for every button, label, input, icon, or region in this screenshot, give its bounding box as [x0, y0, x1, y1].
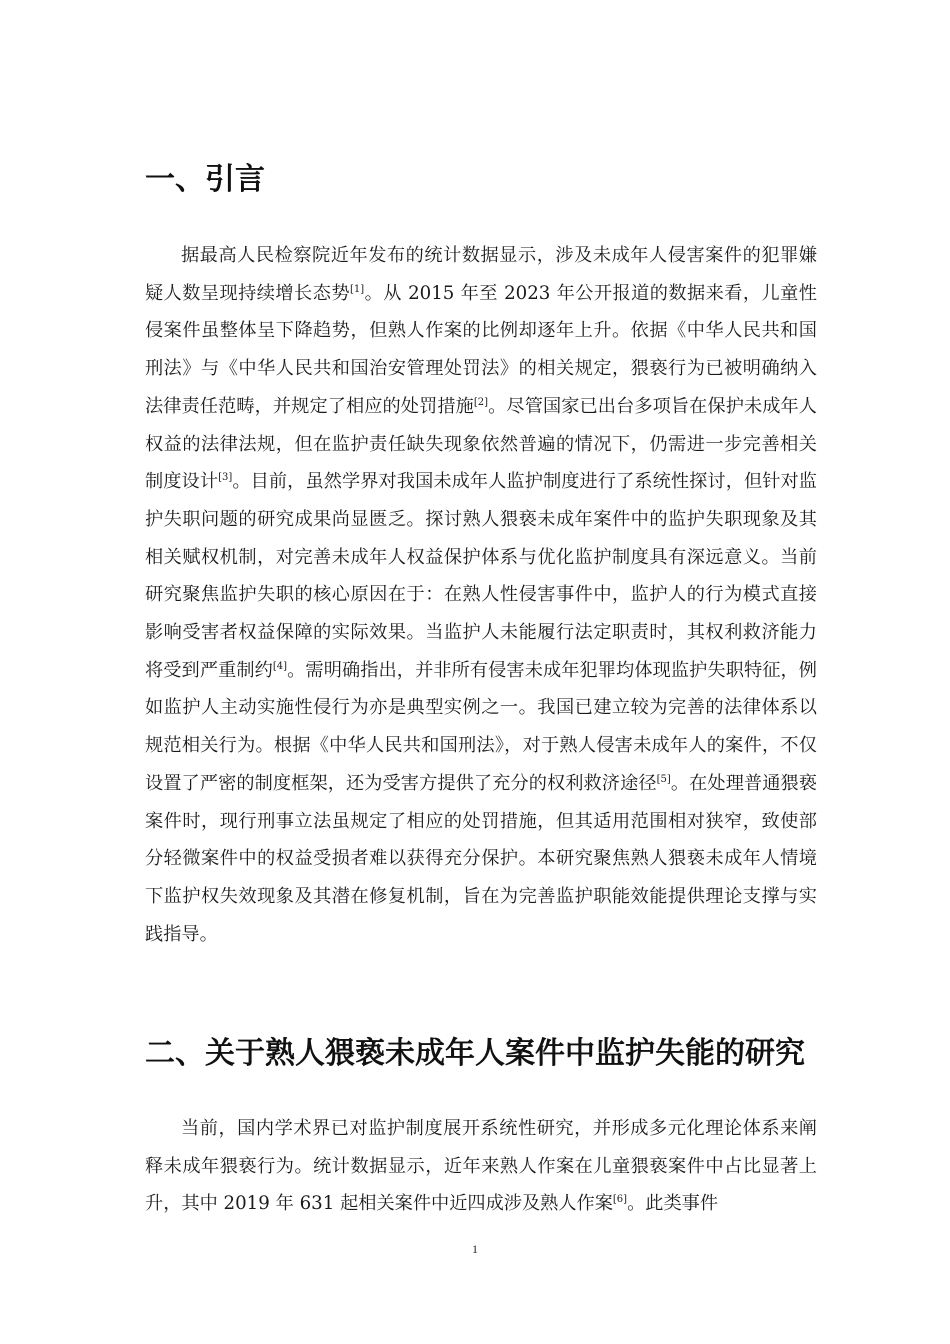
paragraph-text: 。尽管国家已出台多项旨在保护未成年人权益的法律法规，但在监护责任缺失现象依然普遍的情况下，仍需进一步完善相关制度设计: [145, 395, 817, 493]
citation-marker: [5]: [656, 773, 671, 785]
citation-marker: [2]: [473, 396, 489, 408]
section-paragraph: [145, 1110, 817, 1223]
paragraph-text: 。从 2015 年至 2023 年公开报道的数据来看，儿童性侵案件虽整体呈下降趋势，但熟人作案的比例却逐年上升。依据《中华人民共和国刑法》与《中华人民共和国治安管理处罚法》的相关规定，猥亵行为已被明确纳入法律责任范畴，并规定了相应的处罚措施: [145, 282, 817, 417]
paragraph-text: 当前，国内学术界已对监护制度展开系统性研究，并形成多元化理论体系来阐释未成年猥亵行为。统计数据显示，近年来熟人作案在儿童猥亵案件中占比显著上升，其中 2019 年 631 起相关案件中近四成涉及熟人作案: [145, 1118, 817, 1215]
paragraph-text: 。需明确指出，并非所有侵害未成年犯罪均体现监护失职特征，例如监护人主动实施性侵行为亦是典型实例之一。我国已建立较为完善的法律体系以规范相关行为。根据《中华人民共和国刑法》，对于熟人侵害未成年人的案件，不仅设置了严密的制度框架，还为受害方提供了充分的权利救济途径: [145, 659, 817, 794]
paragraph-text: 。在处理普通猥亵案件时，现行刑事立法虽规定了相应的处罚措施，但其适用范围相对狭窄，致使部分轻微案件中的权益受损者难以获得充分保护。本研究聚焦熟人猥亵未成年人情境下监护权失效现象及其潜在修复机制，旨在为完善监护职能效能提供理论支撑与实践指导。: [145, 772, 817, 945]
paragraph-text: 。此类事件: [627, 1193, 719, 1215]
section-heading-introduction: 一、引言: [145, 162, 265, 197]
paragraph-text: 据最高人民检察院近年发布的统计数据显示，涉及未成年人侵害案件的犯罪嫌疑人数呈现持续增长态势: [145, 245, 817, 304]
citation-marker: [1]: [349, 283, 365, 295]
section-paragraph: [145, 237, 817, 953]
page-number: 1: [472, 1242, 478, 1256]
section-heading-research: 二、关于熟人猥亵未成年人案件中监护失能的研究: [145, 1036, 805, 1071]
citation-marker: [4]: [272, 660, 288, 672]
citation-marker: [6]: [612, 1194, 628, 1206]
citation-marker: [3]: [218, 472, 233, 484]
paragraph-text: 。目前，虽然学界对我国未成年人监护制度进行了系统性探讨，但针对监护失职问题的研究成果尚显匮乏。探讨熟人猥亵未成年案件中的监护失职现象及其相关赋权机制，对完善未成年人权益保护体系与优化监护制度具有深远意义。当前研究聚焦监护失职的核心原因在于：在熟人性侵害事件中，监护人的行为模式直接影响受害者权益保障的实际效果。当监护人未能履行法定职责时，其权利救济能力将受到严重制约: [145, 471, 817, 681]
